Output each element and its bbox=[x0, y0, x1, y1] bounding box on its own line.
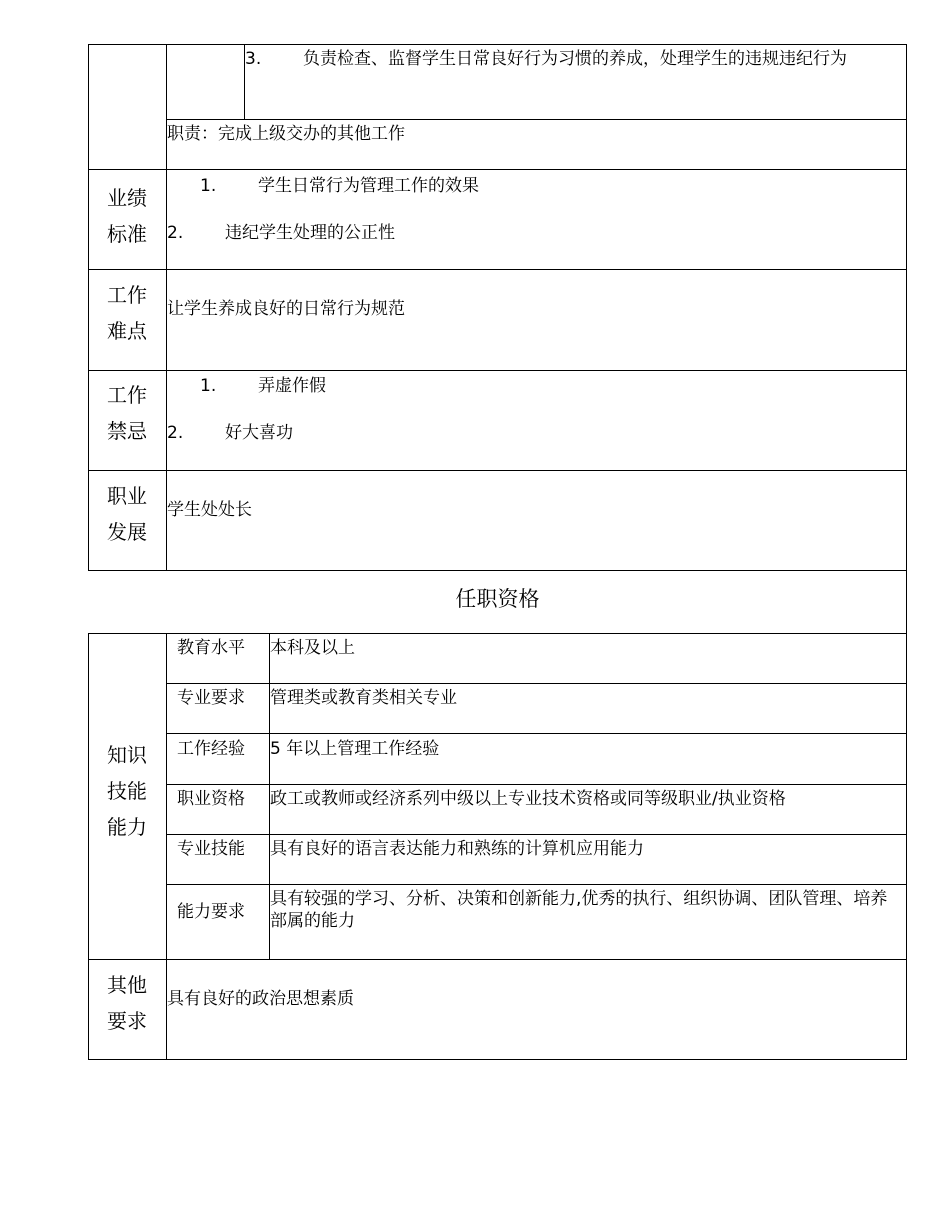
career-label-line2: 发展 bbox=[107, 520, 147, 544]
difficulty-text: 让学生养成良好的日常行为规范 bbox=[167, 299, 405, 319]
career-label-line1: 职业 bbox=[107, 484, 147, 508]
duty-item-3 bbox=[245, 48, 895, 70]
knowledge-label-line2: 技能 bbox=[107, 779, 147, 803]
performance-item-1 bbox=[200, 175, 479, 197]
knowledge-label-line3: 能力 bbox=[107, 815, 147, 839]
career-text: 学生处处长 bbox=[167, 500, 252, 520]
duty-item-3-text: 负责检查、监督学生日常良好行为习惯的养成，处理学生的违规违纪行为 bbox=[303, 49, 847, 69]
performance-item-2 bbox=[167, 222, 395, 244]
career-label bbox=[88, 478, 166, 550]
taboo-item-1 bbox=[200, 375, 326, 397]
major-value: 管理类或教育类相关专业 bbox=[270, 688, 457, 708]
taboo-item-2-text: 好大喜功 bbox=[225, 423, 293, 443]
ability-key: 能力要求 bbox=[177, 902, 245, 922]
performance-item-2-text: 违纪学生处理的公正性 bbox=[225, 223, 395, 243]
other-label bbox=[88, 967, 166, 1039]
skills-value: 具有良好的语言表达能力和熟练的计算机应用能力 bbox=[270, 839, 644, 859]
other-text: 具有良好的政治思想素质 bbox=[167, 989, 354, 1009]
education-key: 教育水平 bbox=[177, 638, 245, 658]
taboo-item-2 bbox=[167, 422, 293, 444]
skills-key: 专业技能 bbox=[177, 839, 245, 859]
taboo-label-line2: 禁忌 bbox=[107, 419, 147, 443]
experience-value: 5 年以上管理工作经验 bbox=[270, 739, 440, 759]
knowledge-label bbox=[88, 737, 166, 845]
ability-value: 具有较强的学习、分析、决策和创新能力,优秀的执行、组织协调、团队管理、培养部属的能力 bbox=[270, 889, 888, 931]
performance-item-1-number: 1. bbox=[200, 176, 217, 196]
performance-label-line1: 业绩 bbox=[107, 186, 147, 210]
performance-label bbox=[88, 180, 166, 252]
difficulty-label bbox=[88, 277, 166, 349]
education-value: 本科及以上 bbox=[270, 638, 355, 658]
other-duty-text: 职责：完成上级交办的其他工作 bbox=[167, 124, 405, 144]
performance-item-2-number: 2. bbox=[167, 223, 184, 243]
other-label-line2: 要求 bbox=[107, 1009, 147, 1033]
taboo-item-1-text: 弄虚作假 bbox=[258, 376, 326, 396]
major-key: 专业要求 bbox=[177, 688, 245, 708]
knowledge-label-line1: 知识 bbox=[107, 743, 147, 767]
taboo-label bbox=[88, 377, 166, 449]
taboo-item-1-number: 1. bbox=[200, 376, 217, 396]
qualification-title: 任职资格 bbox=[455, 587, 540, 611]
difficulty-label-line1: 工作 bbox=[107, 283, 147, 307]
certification-value: 政工或教师或经济系列中级以上专业技术资格或同等级职业/执业资格 bbox=[270, 789, 786, 809]
experience-key: 工作经验 bbox=[177, 739, 245, 759]
certification-key: 职业资格 bbox=[177, 789, 245, 809]
other-label-line1: 其他 bbox=[107, 973, 147, 997]
taboo-item-2-number: 2. bbox=[167, 423, 184, 443]
performance-item-1-text: 学生日常行为管理工作的效果 bbox=[258, 176, 479, 196]
taboo-label-line1: 工作 bbox=[107, 383, 147, 407]
performance-label-line2: 标准 bbox=[107, 222, 147, 246]
duty-item-3-number: 3. bbox=[245, 49, 262, 69]
difficulty-label-line2: 难点 bbox=[107, 319, 147, 343]
